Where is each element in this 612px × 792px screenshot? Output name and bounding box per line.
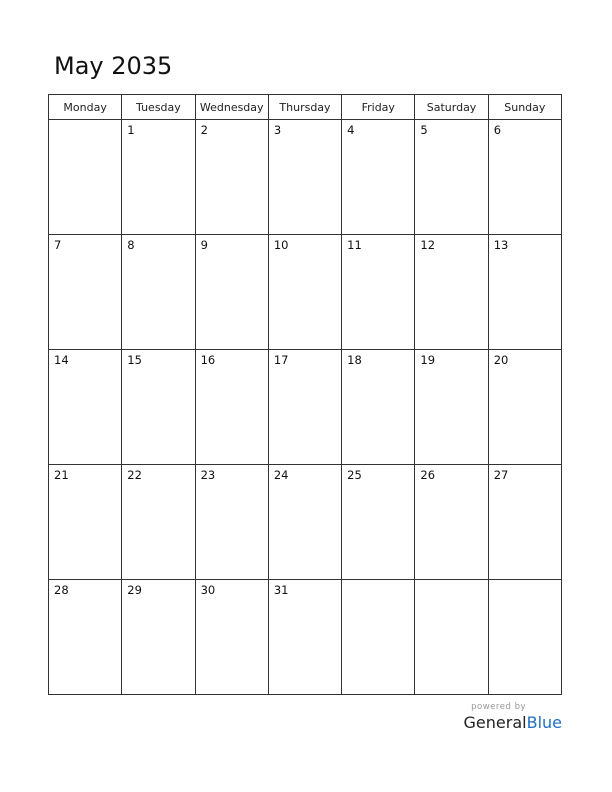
day-number: 25: [347, 468, 362, 482]
day-number: 16: [200, 353, 216, 367]
day-number: [49, 120, 121, 123]
weekday-header-thursday: Thursday: [268, 95, 341, 120]
week-row-1: [49, 120, 562, 235]
day-number: 18: [347, 353, 362, 367]
weekday-header-wednesday: Wednesday: [195, 95, 268, 120]
day-number: 17: [273, 353, 289, 367]
day-number: 30: [200, 583, 216, 597]
day-number: 29: [127, 583, 142, 597]
brand-general-text: General: [463, 713, 527, 732]
day-number: 22: [127, 468, 142, 482]
day-number: 28: [54, 583, 69, 597]
day-number: 20: [493, 353, 509, 367]
day-number: [489, 580, 561, 583]
day-cell: [488, 580, 561, 695]
day-number: 10: [273, 238, 289, 252]
day-number: 3: [273, 123, 282, 137]
brand-logo[interactable]: [464, 713, 562, 733]
day-cell: [49, 235, 122, 350]
day-number: 9: [200, 238, 208, 252]
day-cell: [122, 465, 195, 580]
day-cell: [488, 465, 561, 580]
day-cell: [342, 235, 415, 350]
day-cell: [122, 350, 195, 465]
weekday-header-friday: Friday: [342, 95, 415, 120]
day-number: 15: [127, 353, 142, 367]
day-number: 13: [493, 238, 509, 252]
day-number: 5: [420, 123, 428, 137]
day-cell: [195, 235, 268, 350]
brand-blue-text: Blue: [526, 713, 562, 732]
day-number: 24: [273, 468, 289, 482]
day-number: 31: [273, 583, 289, 597]
day-cell: [488, 235, 561, 350]
day-number: 7: [54, 238, 62, 252]
day-number: 8: [127, 238, 135, 252]
day-cell: [342, 350, 415, 465]
day-cell: [122, 235, 195, 350]
day-cell: [49, 120, 122, 235]
week-row-2: [49, 235, 562, 350]
day-cell: [268, 580, 341, 695]
day-number: 2: [200, 123, 208, 137]
day-number: [342, 580, 414, 583]
weekday-header-sunday: Sunday: [488, 95, 561, 120]
day-number: 4: [347, 123, 355, 137]
day-cell: [268, 350, 341, 465]
day-cell: [342, 580, 415, 695]
weekday-header-monday: Monday: [49, 95, 122, 120]
weekday-header-saturday: Saturday: [415, 95, 488, 120]
day-cell: [195, 465, 268, 580]
day-number: 26: [420, 468, 436, 482]
day-cell: [49, 350, 122, 465]
day-cell: [122, 580, 195, 695]
day-number: 12: [420, 238, 436, 252]
day-cell: [488, 350, 561, 465]
day-cell: [195, 580, 268, 695]
day-number: 21: [54, 468, 69, 482]
day-cell: [415, 350, 488, 465]
footer-branding: [464, 702, 562, 733]
day-cell: [342, 465, 415, 580]
day-cell: [49, 465, 122, 580]
weekday-header-tuesday: Tuesday: [122, 95, 195, 120]
day-cell: [268, 235, 341, 350]
day-cell: [49, 580, 122, 695]
day-cell: [342, 120, 415, 235]
day-number: 14: [54, 353, 69, 367]
day-cell: [415, 465, 488, 580]
day-number: 1: [127, 123, 135, 137]
day-number: 6: [493, 123, 502, 137]
calendar-grid: [48, 94, 562, 695]
day-number: 27: [493, 468, 509, 482]
day-number: 19: [420, 353, 436, 367]
day-cell: [268, 120, 341, 235]
week-row-3: [49, 350, 562, 465]
day-cell: [268, 465, 341, 580]
week-row-5: [49, 580, 562, 695]
powered-by-text: powered by: [471, 702, 526, 712]
week-row-4: [49, 465, 562, 580]
weekday-header-row: [49, 95, 562, 120]
day-number: 11: [347, 238, 362, 252]
page-title: May 2035: [54, 52, 173, 80]
day-cell: [415, 580, 488, 695]
day-number: [415, 580, 487, 583]
day-cell: [195, 350, 268, 465]
day-cell: [415, 120, 488, 235]
day-cell: [415, 235, 488, 350]
day-cell: [488, 120, 561, 235]
day-cell: [122, 120, 195, 235]
day-cell: [195, 120, 268, 235]
day-number: 23: [200, 468, 216, 482]
